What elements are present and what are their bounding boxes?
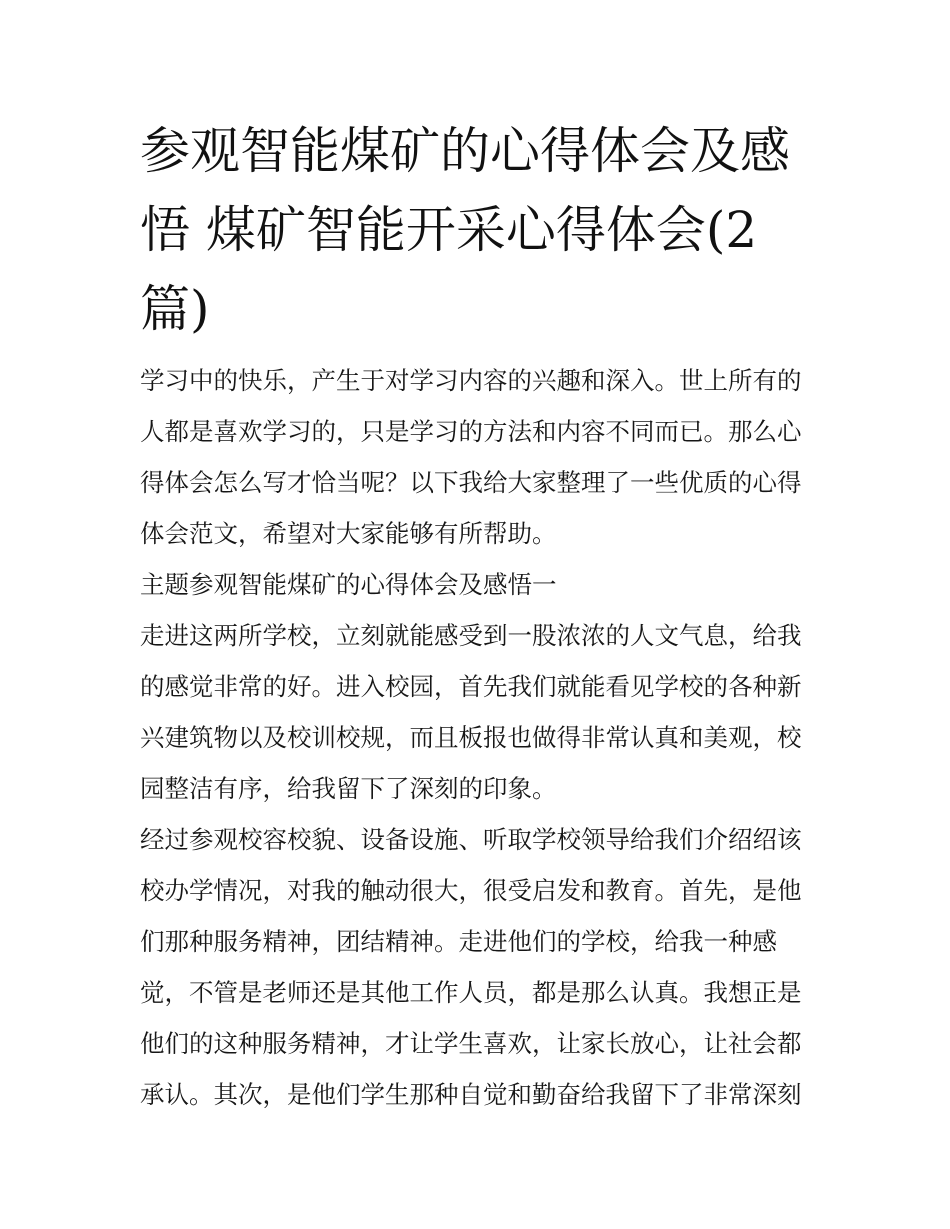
text-line: 他们的这种服务精神，才让学生喜欢，让家长放心，让社会都 xyxy=(140,1029,802,1058)
document-body xyxy=(140,355,820,1120)
section-heading xyxy=(140,559,820,610)
title-line: 参观智能煤矿的心得体会及感 xyxy=(140,122,790,180)
text-line: 体会范文，希望对大家能够有所帮助。 xyxy=(140,519,557,548)
text-line: 觉，不管是老师还是其他工作人员，都是那么认真。我想正是 xyxy=(140,978,802,1007)
body-paragraph xyxy=(140,610,820,814)
text-line: 主题参观智能煤矿的心得体会及感悟一 xyxy=(140,570,557,599)
text-line: 经过参观校容校貌、设备设施、听取学校领导给我们介绍绍该 xyxy=(140,825,802,854)
title-line: 悟 煤矿智能开采心得体会(2 xyxy=(140,201,758,259)
text-line: 园整洁有序，给我留下了深刻的印象。 xyxy=(140,774,557,803)
document-title xyxy=(140,112,820,349)
title-line: 篇) xyxy=(140,280,210,338)
body-paragraph xyxy=(140,814,820,1120)
text-line: 得体会怎么写才恰当呢？以下我给大家整理了一些优质的心得 xyxy=(140,468,802,497)
text-line: 们那种服务精神，团结精神。走进他们的学校，给我一种感 xyxy=(140,927,777,956)
text-line: 走进这两所学校，立刻就能感受到一股浓浓的人文气息，给我 xyxy=(140,621,802,650)
text-line: 的感觉非常的好。进入校园，首先我们就能看见学校的各种新 xyxy=(140,672,802,701)
text-line: 兴建筑物以及校训校规，而且板报也做得非常认真和美观，校 xyxy=(140,723,802,752)
text-line: 承认。其次，是他们学生那种自觉和勤奋给我留下了非常深刻 xyxy=(140,1080,802,1109)
intro-paragraph xyxy=(140,355,820,559)
text-line: 校办学情况，对我的触动很大，很受启发和教育。首先，是他 xyxy=(140,876,802,905)
text-line: 人都是喜欢学习的，只是学习的方法和内容不同而已。那么心 xyxy=(140,417,802,446)
text-line: 学习中的快乐，产生于对学习内容的兴趣和深入。世上所有的 xyxy=(140,366,802,395)
